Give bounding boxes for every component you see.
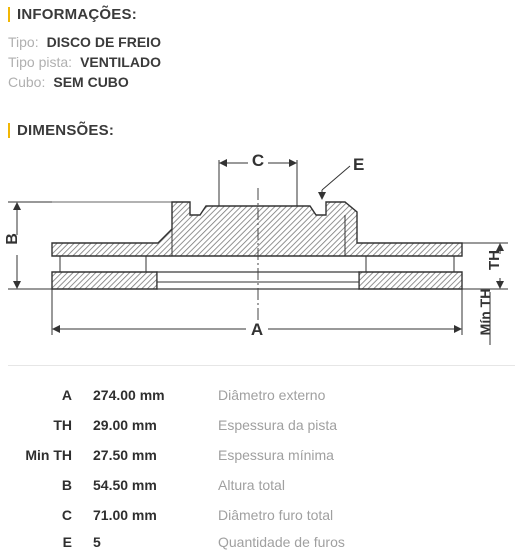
accent-bar: [8, 123, 10, 138]
dim-e-label: E: [353, 155, 365, 174]
spec-value: 71.00 mm: [93, 507, 157, 523]
spec-row: [0, 470, 523, 500]
dim-minth-label: Mín TH: [477, 288, 493, 336]
spec-description: Diâmetro externo: [218, 387, 326, 403]
spec-key: TH: [53, 417, 72, 433]
section-divider: [8, 365, 515, 366]
info-row-track-type: [8, 54, 161, 70]
spec-row: [0, 410, 523, 440]
spec-row: [0, 500, 523, 530]
spec-key: B: [61, 477, 72, 493]
spec-key: Min TH: [25, 447, 72, 463]
dimensions-section-title: [8, 122, 114, 139]
info-row-type: [8, 34, 161, 50]
info-row-hub: [8, 74, 129, 90]
info-key: Cubo:: [8, 74, 46, 90]
spec-row: [0, 380, 523, 410]
dim-c-label: C: [251, 151, 265, 170]
spec-description: Quantidade de furos: [218, 534, 345, 550]
spec-description: Altura total: [218, 477, 285, 493]
dim-a-label: A: [250, 320, 264, 339]
spec-row: [0, 527, 523, 557]
spec-value: 27.50 mm: [93, 447, 157, 463]
spec-description: Diâmetro furo total: [218, 507, 334, 523]
info-value: DISCO DE FREIO: [46, 34, 161, 50]
dim-e-leader: [322, 166, 350, 190]
spec-value: 5: [93, 534, 101, 550]
brake-disc-diagram: [0, 140, 523, 355]
info-value: SEM CUBO: [53, 74, 129, 90]
spec-row: [0, 440, 523, 470]
info-value: VENTILADO: [80, 54, 161, 70]
spec-value: 274.00 mm: [93, 387, 165, 403]
disc-hat-section: [52, 202, 462, 256]
spec-key: C: [61, 507, 72, 523]
spec-value: 29.00 mm: [93, 417, 157, 433]
info-title-text: INFORMAÇÕES:: [17, 6, 137, 23]
dim-th-label: TH: [486, 250, 503, 270]
info-key: Tipo:: [8, 34, 39, 50]
info-section-title: [8, 6, 137, 23]
accent-bar: [8, 7, 10, 22]
spec-description: Espessura mínima: [218, 447, 334, 463]
info-key: Tipo pista:: [8, 54, 73, 70]
spec-key: A: [61, 387, 72, 403]
spec-value: 54.50 mm: [93, 477, 157, 493]
dimensions-title-text: DIMENSÕES:: [17, 122, 115, 139]
spec-description: Espessura da pista: [218, 417, 338, 433]
dim-b-label: B: [4, 233, 21, 245]
spec-key: E: [62, 534, 72, 550]
